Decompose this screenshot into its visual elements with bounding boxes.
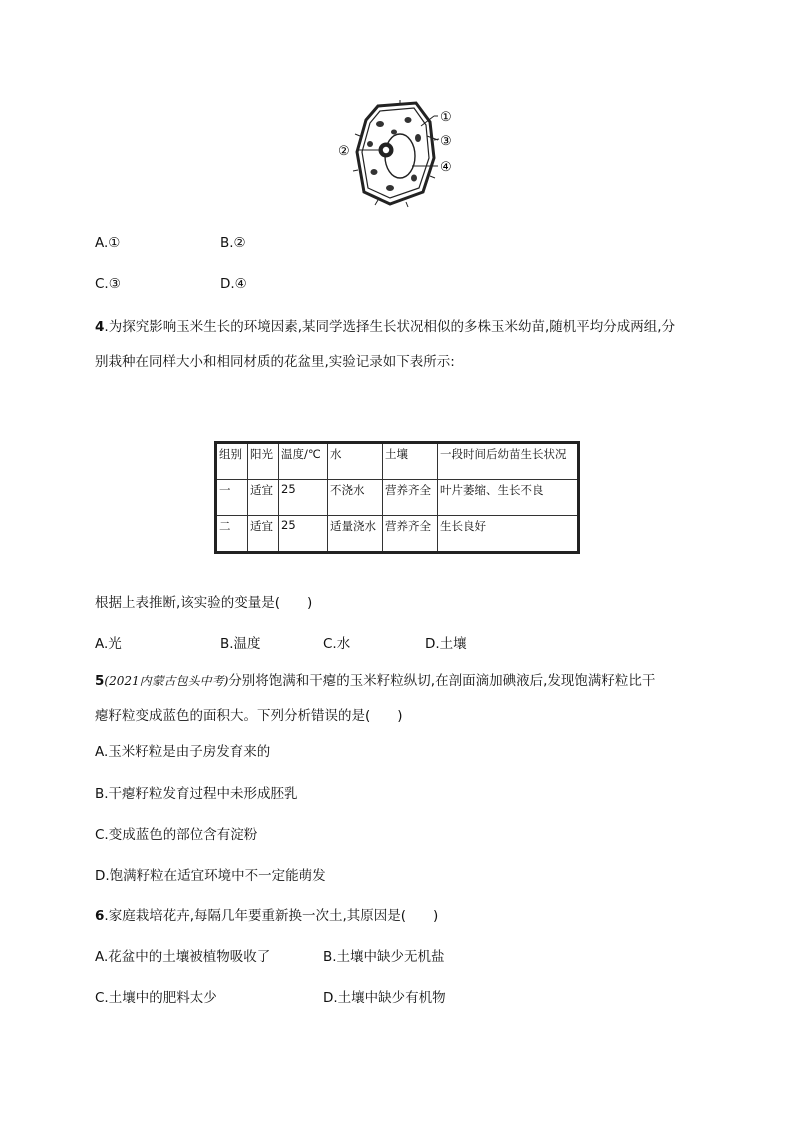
q5-option-a[interactable]: A.玉米籽粒是由子房发育来的 — [95, 744, 271, 760]
figure-label-4: ④ — [440, 160, 452, 175]
q5-option-c[interactable]: C.变成蓝色的部位含有淀粉 — [95, 827, 258, 843]
experiment-table — [214, 441, 580, 554]
table-header-cell: 水 — [328, 443, 383, 480]
table-header-cell: 温度/℃ — [279, 443, 328, 480]
table-cell: 适量浇水 — [328, 516, 383, 553]
q6-option-a[interactable]: A.花盆中的土壤被植物吸收了 — [95, 949, 271, 965]
table-cell: 25 — [279, 516, 328, 553]
q3-option-a[interactable]: A.① — [95, 235, 121, 251]
table-header-row — [216, 443, 579, 480]
table-cell: 不浇水 — [328, 480, 383, 516]
q5-number: 5 — [95, 673, 105, 689]
figure-label-2: ② — [338, 144, 350, 159]
table-header-cell: 一段时间后幼苗生长状况 — [438, 443, 579, 480]
q3-option-c[interactable]: C.③ — [95, 276, 121, 292]
table-cell: 营养齐全 — [383, 516, 438, 553]
q5-stem-line2: 瘪籽粒变成蓝色的面积大。下列分析错误的是( ) — [95, 708, 403, 724]
table-header-cell: 组别 — [216, 443, 248, 480]
table-row — [216, 480, 579, 516]
table-cell: 一 — [216, 480, 248, 516]
q6-stem-text: .家庭栽培花卉,每隔几年要重新换一次土,其原因是( ) — [104, 908, 439, 924]
q4-option-c[interactable]: C.水 — [323, 636, 351, 652]
table-cell: 叶片萎缩、生长不良 — [438, 480, 579, 516]
table-cell: 营养齐全 — [383, 480, 438, 516]
q4-option-d[interactable]: D.土壤 — [425, 636, 467, 652]
q4-stem — [95, 314, 715, 375]
q4-question: 根据上表推断,该实验的变量是( ) — [95, 595, 313, 611]
q6-option-c[interactable]: C.土壤中的肥料太少 — [95, 990, 217, 1006]
plant-cell-figure — [330, 100, 470, 212]
table-row — [216, 516, 579, 553]
table-header-cell: 阳光 — [248, 443, 279, 480]
table-cell: 适宜 — [248, 516, 279, 553]
q4-stem-line2: 别栽种在同样大小和相同材质的花盆里,实验记录如下表所示: — [95, 354, 455, 370]
q6-option-b[interactable]: B.土壤中缺少无机盐 — [323, 949, 445, 965]
q5-source: (2021内蒙古包头中考) — [104, 674, 229, 688]
q5-option-b[interactable]: B.干瘪籽粒发育过程中未形成胚乳 — [95, 786, 298, 802]
table-cell: 生长良好 — [438, 516, 579, 553]
figure-label-1: ① — [440, 110, 452, 125]
q6-stem — [95, 904, 438, 924]
q4-stem-line1: .为探究影响玉米生长的环境因素,某同学选择生长状况相似的多株玉米幼苗,随机平均分成两组,分 — [104, 319, 676, 335]
q6-number: 6 — [95, 908, 105, 924]
q5-option-d[interactable]: D.饱满籽粒在适宜环境中不一定能萌发 — [95, 868, 326, 884]
nucleolus — [383, 147, 389, 153]
q6-option-d[interactable]: D.土壤中缺少有机物 — [323, 990, 446, 1006]
q3-option-b[interactable]: B.② — [220, 235, 246, 251]
table-cell: 25 — [279, 480, 328, 516]
q4-option-b[interactable]: B.温度 — [220, 636, 261, 652]
q4-number: 4 — [95, 319, 105, 335]
q3-option-d[interactable]: D.④ — [220, 276, 247, 292]
table-cell: 适宜 — [248, 480, 279, 516]
figure-label-3: ③ — [440, 134, 452, 149]
q4-option-a[interactable]: A.光 — [95, 636, 122, 652]
table-cell: 二 — [216, 516, 248, 553]
q5-stem — [95, 668, 715, 729]
table-header-cell: 土壤 — [383, 443, 438, 480]
q5-stem-line1: 分别将饱满和干瘪的玉米籽粒纵切,在剖面滴加碘液后,发现饱满籽粒比干 — [228, 673, 656, 689]
